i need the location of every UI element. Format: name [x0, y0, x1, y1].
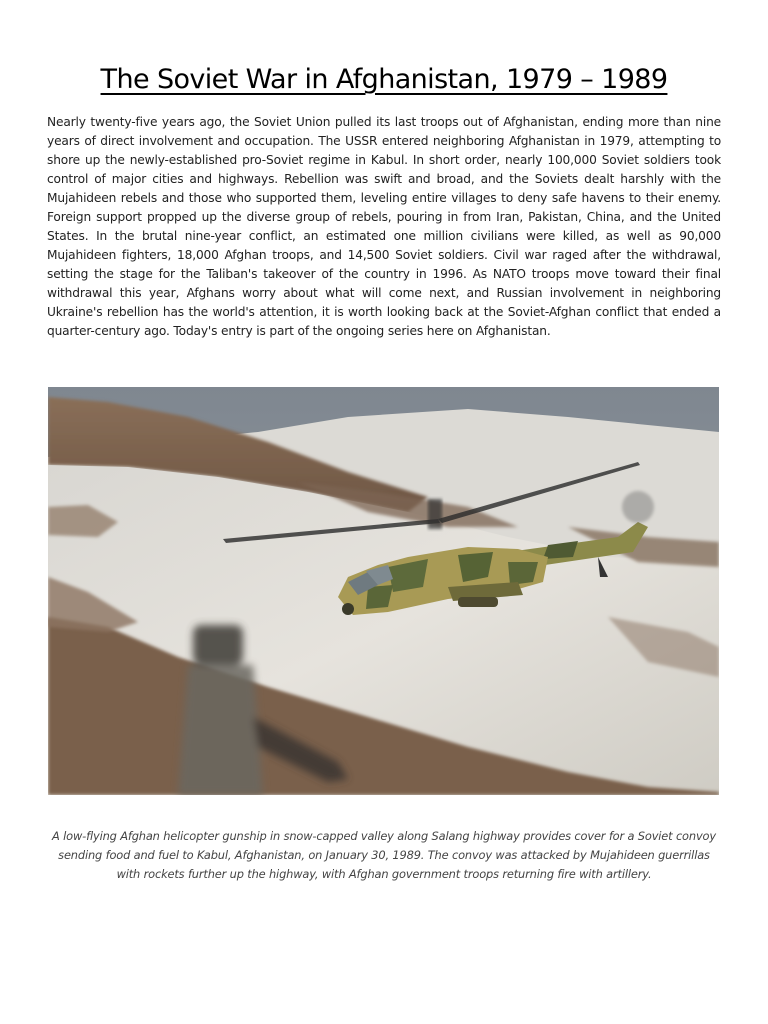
page-title [0, 60, 768, 100]
helicopter-photo [48, 387, 719, 795]
intro-paragraph: Nearly twenty-five years ago, the Soviet Union pulled its last troops out of Afghanistan, ending more than nine years of direct involvement and occupation. The USSR entered neighboring Afghanistan in 1979, attempting to shore up the newly-established pro-Soviet regime in Kabul. In short order, nearly 100,000 Soviet soldiers took control of major cities and highways. Rebellion was swift and broad, and the Soviets dealt harshly with the Mujahideen rebels and those who supported them, leveling entire villages to deny safe havens to their enemy. Foreign support propped up the diverse group of rebels, pouring in from Iran, Pakistan, China, and the United States. In the brutal nine-year conflict, an estimated one million civilians were killed, as well as 90,000 Mujahideen fighters, 18,000 Afghan troops, and 14,500 Soviet soldiers. Civil war raged after the withdrawal, setting the stage for the Taliban's takeover of the country in 1996. As NATO troops move toward their final withdrawal this year, Afghans worry about what will come next, and Russian involvement in neighboring Ukraine's rebellion has the world's attention, it is worth looking back at the Soviet-Afghan conflict that ended a quarter-century ago. Today's entry is part of the ongoing series here on Afghanistan. [47, 115, 721, 338]
page-title-text: The Soviet War in Afghanistan, 1979 – 1989 [100, 64, 668, 95]
photo-caption: A low-flying Afghan helicopter gunship in snow-capped valley along Salang highway provides cover for a Soviet convoy sending food and fuel to Kabul, Afghanistan, on January 30, 1989. The convoy was attacked by Mujahideen guerrillas with rockets further up the highway, with Afghan government troops returning fire with artillery. [52, 829, 716, 881]
